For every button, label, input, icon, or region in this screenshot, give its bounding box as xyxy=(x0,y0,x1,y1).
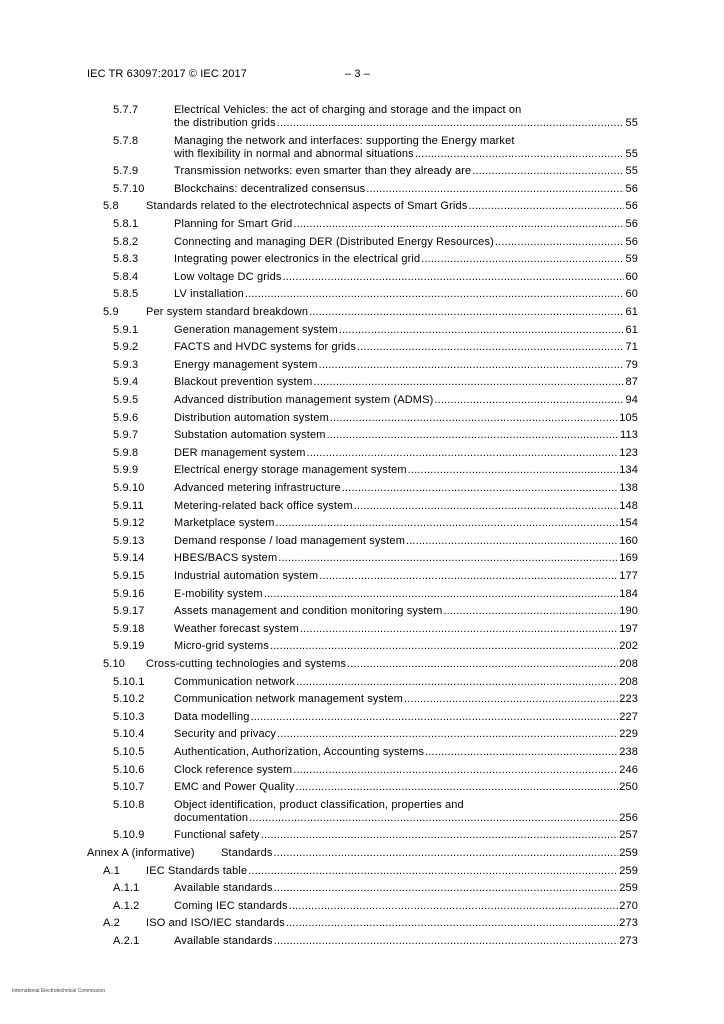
toc-entry-page: 259 xyxy=(619,864,638,877)
dot-leader xyxy=(327,429,619,442)
toc-entry-number: 5.9.4 xyxy=(113,376,139,389)
toc-entry-page: 259 xyxy=(619,847,638,859)
toc-entry-number: 5.10.2 xyxy=(113,693,145,706)
dot-leader xyxy=(277,728,618,741)
toc-entry-page: 55 xyxy=(625,117,638,129)
toc-entry-title: Low voltage DC grids xyxy=(174,270,282,283)
toc-entry-page: 60 xyxy=(625,270,638,283)
toc-entry-title: Communication network xyxy=(174,675,296,688)
toc-entry-page: 148 xyxy=(619,499,638,512)
toc-entry-number: 5.9.6 xyxy=(113,411,139,424)
toc-entry-title: Connecting and managing DER (Distributed Energy Resources) xyxy=(174,235,494,248)
dot-leader xyxy=(347,658,618,671)
dot-leader xyxy=(274,847,619,860)
dot-leader xyxy=(289,900,619,913)
dot-leader xyxy=(415,148,625,161)
toc-entry-page: 208 xyxy=(619,675,638,688)
toc-entry-page: 208 xyxy=(619,658,638,670)
toc-entry-number: 5.8.4 xyxy=(113,270,139,283)
toc-entry-number: 5.8.1 xyxy=(113,218,139,230)
dot-leader xyxy=(366,183,624,196)
dot-leader xyxy=(300,623,618,636)
toc-entry-page: 259 xyxy=(619,882,638,895)
toc-entry-number: 5.9.13 xyxy=(113,534,145,547)
toc-entry-title: E-mobility system xyxy=(174,587,263,600)
toc-entry-page: 154 xyxy=(619,517,638,530)
toc-entry-number: 5.10.9 xyxy=(113,829,145,842)
document-title: IEC TR 63097:2017 © IEC 2017 xyxy=(87,68,247,80)
toc-entry-title: Cross-cutting technologies and systems xyxy=(146,658,347,670)
toc-entry-page: 184 xyxy=(619,587,638,600)
toc-entry-title: HBES/BACS system xyxy=(174,552,278,565)
toc-entry-title: with flexibility in normal and abnormal situations xyxy=(174,147,414,160)
toc-entry-title: Clock reference system xyxy=(174,763,293,776)
toc-entry-number: 5.9.12 xyxy=(113,517,145,530)
toc-entry-title: Substation automation system xyxy=(174,429,326,442)
dot-leader xyxy=(296,676,618,689)
toc-entry-number: 5.9.5 xyxy=(113,394,139,406)
dot-leader xyxy=(434,394,624,407)
toc-entry-page: 79 xyxy=(625,358,638,371)
toc-entry-number: 5.9.1 xyxy=(113,323,139,336)
toc-entry-number: 5.9.11 xyxy=(113,499,144,512)
toc-entry-title: Planning for Smart Grid xyxy=(174,218,293,230)
toc-entry-number: 5.7.8 xyxy=(113,134,139,147)
toc-entry-page: 273 xyxy=(619,917,638,930)
toc-entry-title-first-line: Electrical Vehicles: the act of charging and storage and the impact on xyxy=(174,104,522,116)
toc-entry-title: Electrical energy storage management system xyxy=(174,464,407,477)
dot-leader xyxy=(313,376,624,389)
toc-entry-title: IEC Standards table xyxy=(146,864,248,877)
toc-entry-title: the distribution grids xyxy=(174,117,276,129)
toc-entry-page: 61 xyxy=(625,306,638,318)
dot-leader xyxy=(330,412,618,425)
toc-entry-page: 238 xyxy=(619,746,638,758)
dot-leader xyxy=(250,711,618,724)
toc-entry-page: 257 xyxy=(619,829,638,842)
dot-leader xyxy=(406,535,618,548)
toc-entry-number: 5.8.5 xyxy=(113,288,139,301)
toc-entry-title: EMC and Power Quality xyxy=(174,781,295,794)
dot-leader xyxy=(443,605,618,618)
toc-entry-number: 5.9.2 xyxy=(113,341,139,354)
toc-entry-title: Security and privacy xyxy=(174,728,277,741)
toc-entry-number: 5.8.2 xyxy=(113,235,139,248)
toc-entry-page: 61 xyxy=(625,323,638,336)
toc-entry-page: 273 xyxy=(619,935,638,947)
dot-leader xyxy=(425,746,618,759)
toc-entry-number: 5.9.19 xyxy=(113,640,145,653)
toc-entry-title: Distribution automation system xyxy=(174,411,329,424)
toc-entry-page: 246 xyxy=(619,763,638,776)
toc-entry-title: Demand response / load management system xyxy=(174,534,406,547)
toc-entry-number: 5.10.6 xyxy=(113,763,145,776)
toc-entry-title: LV installation xyxy=(174,288,244,301)
footer-organization: International Electrotechnical Commission xyxy=(12,988,106,994)
toc-entry-number: 5.7.9 xyxy=(113,165,139,178)
dot-leader xyxy=(319,359,625,372)
dot-leader xyxy=(283,271,625,284)
toc-entry-title: Metering-related back office system xyxy=(174,499,353,512)
dot-leader xyxy=(357,341,624,354)
toc-entry-page: 55 xyxy=(625,165,638,178)
toc-entry-number: 5.10.7 xyxy=(113,781,145,794)
toc-entry-title: Communication network management system xyxy=(174,693,403,706)
toc-entry-title: Standards xyxy=(221,847,273,859)
toc-entry-number: 5.10.1 xyxy=(113,675,145,688)
toc-entry-page: 169 xyxy=(619,552,638,565)
toc-entry-number: 5.9 xyxy=(103,306,119,318)
dot-leader xyxy=(270,640,618,653)
toc-entry-page: 160 xyxy=(619,534,638,547)
toc-entry-page: 56 xyxy=(625,182,638,195)
toc-entry-title: Energy management system xyxy=(174,358,318,371)
dot-leader xyxy=(354,500,619,513)
toc-entry-number: 5.10.4 xyxy=(113,728,145,741)
dot-leader xyxy=(261,829,618,842)
toc-entry-page: 59 xyxy=(625,253,638,266)
toc-entry-number: 5.9.17 xyxy=(113,605,145,618)
toc-entry-number: 5.9.7 xyxy=(113,429,139,442)
toc-entry-page: 270 xyxy=(619,899,638,912)
dot-leader xyxy=(339,324,625,337)
toc-entry-number: 5.10.5 xyxy=(113,746,145,758)
dot-leader xyxy=(296,781,619,794)
dot-leader xyxy=(421,253,624,266)
toc-entry-number: 5.7.10 xyxy=(113,182,145,195)
toc-entry-title: Blockchains: decentralized consensus xyxy=(174,182,366,195)
toc-entry-title: Authentication, Authorization, Accounting systems xyxy=(174,746,425,758)
dot-leader xyxy=(307,447,619,460)
toc-entry-number: 5.9.18 xyxy=(113,622,145,635)
dot-leader xyxy=(276,517,619,530)
dot-leader xyxy=(319,570,618,583)
toc-entry-page: 202 xyxy=(619,640,638,653)
dot-leader xyxy=(468,200,624,213)
toc-entry-title: Industrial automation system xyxy=(174,570,319,582)
toc-entry-page: 250 xyxy=(619,781,638,794)
toc-entry-number: A.1.1 xyxy=(113,882,140,895)
toc-entry-page: 223 xyxy=(619,693,638,706)
toc-entry-title: Marketplace system xyxy=(174,517,275,530)
toc-entry-title: FACTS and HVDC systems for grids xyxy=(174,341,357,354)
toc-entry-title-first-line: Object identification, product classification, properties and xyxy=(174,798,464,811)
toc-entry-number: 5.8 xyxy=(103,200,119,213)
toc-entry-number: A.2.1 xyxy=(113,935,140,947)
toc-entry-title: Functional safety xyxy=(174,829,260,842)
toc-entry-page: 113 xyxy=(620,429,638,442)
toc-entry-page: 177 xyxy=(619,570,638,582)
dot-leader xyxy=(404,693,618,706)
toc-entry-number: 5.8.3 xyxy=(113,253,139,266)
toc-entry-title: Transmission networks: even smarter than they already are xyxy=(174,165,472,178)
toc-entry-number: 5.9.3 xyxy=(113,358,139,371)
toc-entry-title: Blackout prevention system xyxy=(174,376,313,389)
toc-entry-page: 56 xyxy=(625,218,638,230)
toc-entry-title: Available standards xyxy=(174,882,273,895)
dot-leader xyxy=(245,288,625,301)
dot-leader xyxy=(472,165,624,178)
toc-entry-title: Micro-grid systems xyxy=(174,640,269,653)
toc-entry-title: Data modelling xyxy=(174,710,250,723)
toc-entry-title-first-line: Managing the network and interfaces: supporting the Energy market xyxy=(174,134,515,147)
toc-entry-page: 227 xyxy=(619,710,638,723)
toc-entry-title: ISO and ISO/IEC standards xyxy=(146,917,285,930)
toc-entry-number: 5.9.9 xyxy=(113,464,139,477)
dot-leader xyxy=(264,588,618,601)
toc-entry-title: documentation xyxy=(174,811,249,824)
toc-entry-title: Coming IEC standards xyxy=(174,899,288,912)
dot-leader xyxy=(309,306,624,319)
toc-entry-number: 5.7.7 xyxy=(113,104,139,116)
toc-entry-title: Generation management system xyxy=(174,323,338,336)
toc-entry-page: 197 xyxy=(619,622,638,635)
toc-entry-title: Assets management and condition monitoring system xyxy=(174,605,443,618)
toc-entry-title: Advanced distribution management system (ADMS) xyxy=(174,394,434,406)
toc-entry-number: 5.9.8 xyxy=(113,446,139,459)
dot-leader xyxy=(249,812,618,825)
dot-leader xyxy=(274,882,619,895)
toc-entry-title: Weather forecast system xyxy=(174,622,299,635)
dot-leader xyxy=(278,552,618,565)
toc-entry-page: 56 xyxy=(625,200,638,213)
toc-entry-number: 5.10.8 xyxy=(113,798,145,811)
toc-entry-number: 5.9.14 xyxy=(113,552,145,565)
toc-entry-number: A.1.2 xyxy=(113,899,140,912)
toc-entry-number: A.1 xyxy=(103,864,120,877)
toc-entry-page: 123 xyxy=(619,446,638,459)
toc-entry-page: 134 xyxy=(619,464,638,477)
toc-entry-number: 5.9.16 xyxy=(113,587,145,600)
dot-leader xyxy=(248,865,618,878)
toc-entry-page: 94 xyxy=(625,394,638,406)
toc-entry-number: 5.9.10 xyxy=(113,482,145,494)
toc-entry-title: Per system standard breakdown xyxy=(146,306,309,318)
toc-entry-page: 256 xyxy=(619,811,638,824)
toc-entry-number: 5.10 xyxy=(103,658,126,670)
toc-entry-page: 190 xyxy=(619,605,638,618)
toc-entry-page: 60 xyxy=(625,288,638,301)
toc-entry-title: Standards related to the electrotechnical aspects of Smart Grids xyxy=(146,200,468,213)
toc-entry-number: A.2 xyxy=(103,917,120,930)
dot-leader xyxy=(495,236,625,249)
dot-leader xyxy=(286,917,618,930)
toc-entry-title: Integrating power electronics in the electrical grid xyxy=(174,253,421,266)
toc-entry-page: 71 xyxy=(625,341,638,354)
toc-entry-title: Available standards xyxy=(174,935,273,947)
dot-leader xyxy=(293,764,618,777)
toc-entry-page: 87 xyxy=(625,376,638,389)
toc-entry-page: 229 xyxy=(619,728,638,741)
toc-entry-number: 5.9.15 xyxy=(113,570,145,582)
page-number: – 3 – xyxy=(345,68,370,80)
dot-leader xyxy=(277,117,625,130)
dot-leader xyxy=(274,935,619,948)
toc-entry-page: 138 xyxy=(619,482,638,494)
dot-leader xyxy=(293,218,624,231)
toc-entry-page: 55 xyxy=(625,147,638,160)
dot-leader xyxy=(342,482,618,495)
toc-entry-number: Annex A (informative) xyxy=(87,847,195,859)
dot-leader xyxy=(408,464,619,477)
toc-entry-title: Advanced metering infrastructure xyxy=(174,482,341,494)
toc-entry-page: 105 xyxy=(619,411,638,424)
toc-entry-page: 56 xyxy=(625,235,638,248)
toc-entry-title: DER management system xyxy=(174,446,306,459)
toc-entry-number: 5.10.3 xyxy=(113,710,145,723)
